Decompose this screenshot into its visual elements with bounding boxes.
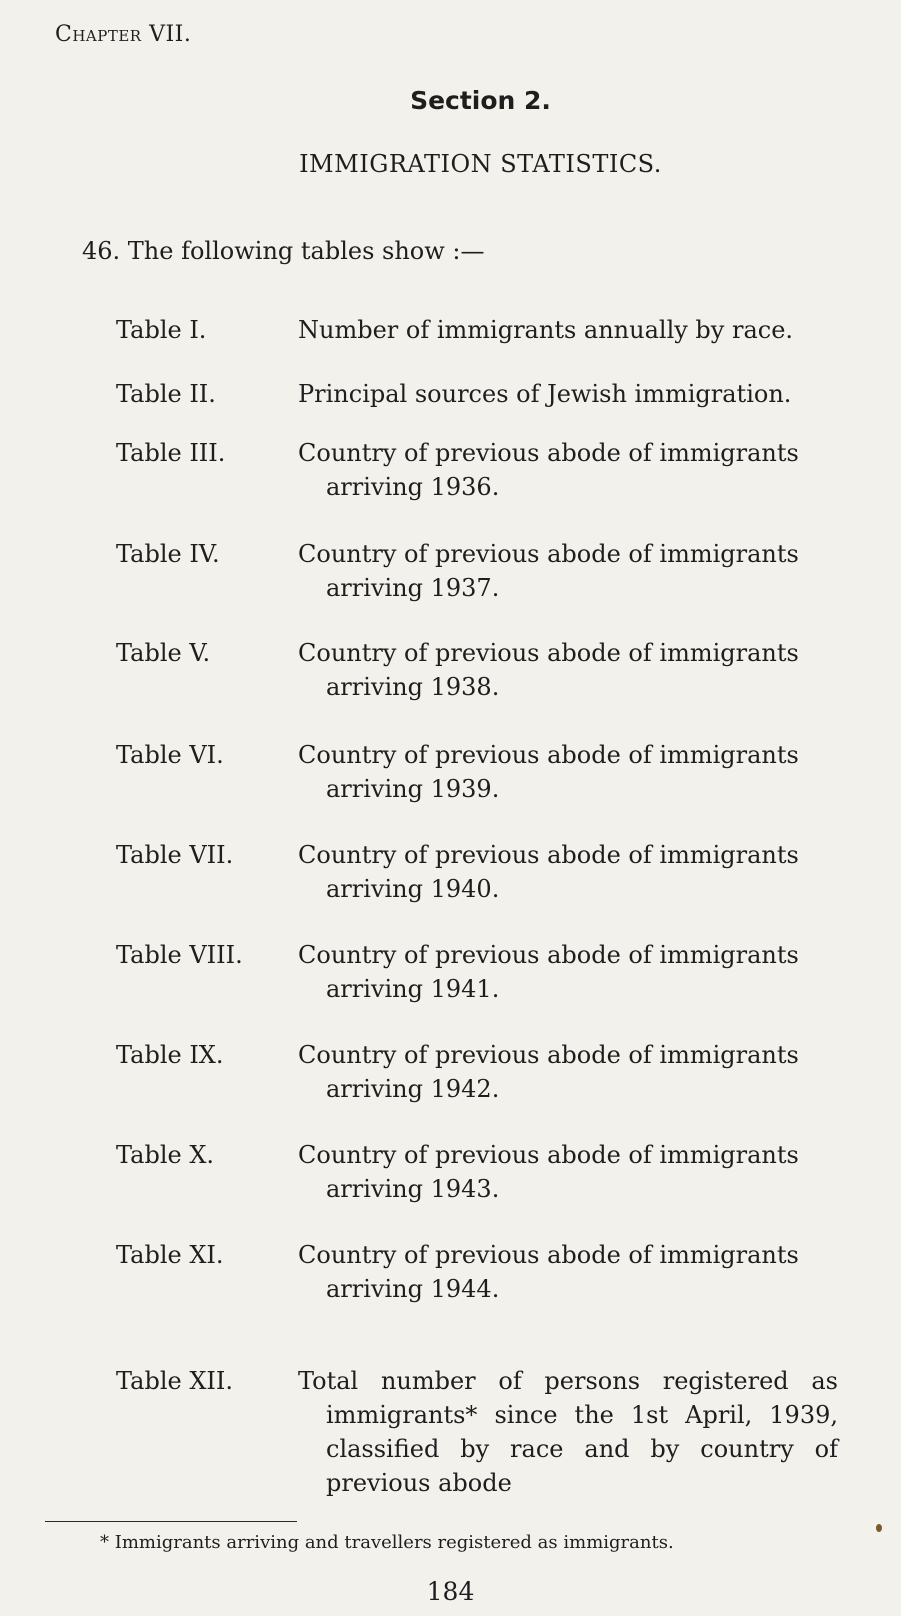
table-label: Table XI.	[116, 1241, 224, 1269]
table-description: Number of immigrants annually by race.	[298, 316, 794, 344]
table-label: Table VIII.	[116, 941, 243, 969]
table-label: Table IX.	[116, 1041, 224, 1069]
intro-paragraph: 46. The following tables show :—	[82, 237, 485, 265]
table-description: Country of previous abode of immigrants arriving 1940.	[298, 841, 799, 903]
table-label: Table I.	[116, 316, 207, 344]
table-description: Country of previous abode of immigrants arriving 1943.	[298, 1141, 799, 1203]
table-label: Table III.	[116, 439, 226, 467]
table-label: Table V.	[116, 639, 211, 667]
table-label: Table IV.	[116, 540, 220, 568]
table-description: Country of previous abode of immigrants arriving 1939.	[298, 741, 799, 803]
table-description: Country of previous abode of immigrants arriving 1942.	[298, 1041, 799, 1103]
section-heading: Section 2.	[410, 86, 551, 115]
table-description: Country of previous abode of immigrants arriving 1936.	[298, 439, 799, 501]
table-label: Table X.	[116, 1141, 215, 1169]
table-description: Total number of persons registered as immigrants* since the 1st April, 1939, classified by race and by country of previous abode	[298, 1367, 838, 1497]
ink-spot	[876, 1524, 882, 1532]
table-label: Table VII.	[116, 841, 234, 869]
table-description: Principal sources of Jewish immigration.	[298, 380, 792, 408]
table-label: Table VI.	[116, 741, 224, 769]
table-label: Table II.	[116, 380, 216, 408]
footnote-divider	[45, 1521, 297, 1522]
table-description: Country of previous abode of immigrants arriving 1941.	[298, 941, 799, 1003]
table-label: Table XII.	[116, 1367, 233, 1395]
chapter-heading: Chapter VII.	[55, 22, 192, 47]
page-title: IMMIGRATION STATISTICS.	[299, 150, 662, 178]
page-number: 184	[426, 1577, 475, 1606]
table-description: Country of previous abode of immigrants arriving 1937.	[298, 540, 799, 602]
footnote: * Immigrants arriving and travellers registered as immigrants.	[100, 1532, 674, 1553]
table-description: Country of previous abode of immigrants arriving 1938.	[298, 639, 799, 701]
table-description: Country of previous abode of immigrants arriving 1944.	[298, 1241, 799, 1303]
